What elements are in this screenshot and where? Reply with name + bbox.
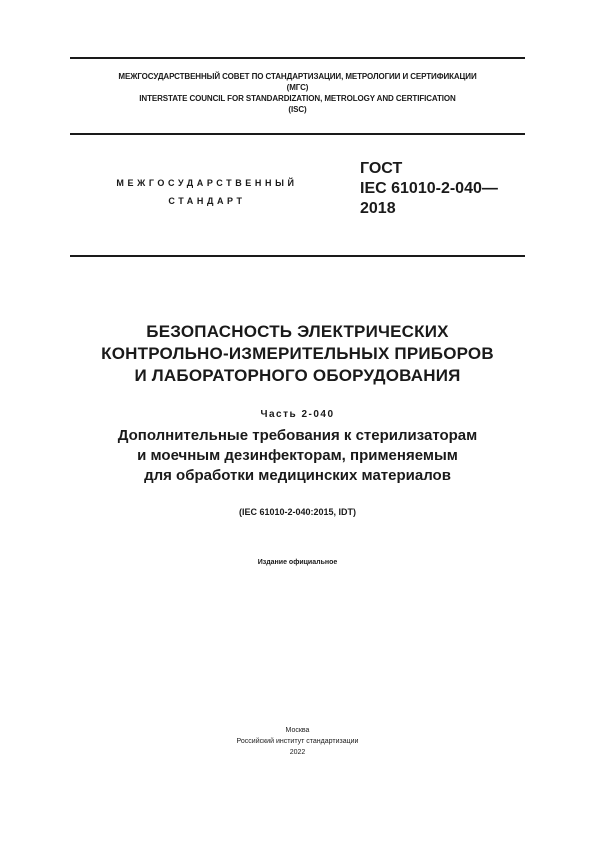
standard-type-line1: МЕЖГОСУДАРСТВЕННЫЙ xyxy=(116,178,298,188)
publisher-year: 2022 xyxy=(289,749,306,756)
publisher-block xyxy=(40,725,555,758)
iec-reference: (IEC 61010-2-040:2015, IDT) xyxy=(238,507,357,517)
top-rule xyxy=(70,57,525,59)
header-rule xyxy=(70,133,525,135)
part-number: Часть 2-040 xyxy=(260,409,335,420)
title-line1: БЕЗОПАСНОСТЬ ЭЛЕКТРИЧЕСКИХ xyxy=(146,322,449,341)
designation-line1: ГОСТ xyxy=(360,160,403,177)
council-abbr-en: (ISC) xyxy=(288,105,307,114)
council-abbr-ru: (МГС) xyxy=(286,83,309,92)
council-name-en: INTERSTATE COUNCIL FOR STANDARDIZATION, METROLOGY AND CERTIFICATION xyxy=(139,94,456,103)
council-header xyxy=(70,71,525,115)
designation-line3: 2018 xyxy=(360,200,396,217)
designation-line2: IEC 61010-2-040— xyxy=(360,180,498,197)
title-line3: И ЛАБОРАТОРНОГО ОБОРУДОВАНИЯ xyxy=(134,366,461,385)
standard-designation xyxy=(360,159,498,219)
publisher-institute: Российский институт стандартизации xyxy=(236,738,359,745)
document-subtitle xyxy=(40,426,555,486)
title-line2: КОНТРОЛЬНО-ИЗМЕРИТЕЛЬНЫХ ПРИБОРОВ xyxy=(101,344,494,363)
subtitle-line3: для обработки медицинских материалов xyxy=(144,467,451,484)
council-name-ru: МЕЖГОСУДАРСТВЕННЫЙ СОВЕТ ПО СТАНДАРТИЗАЦИИ, МЕТРОЛОГИИ И СЕРТИФИКАЦИИ xyxy=(118,72,477,81)
standard-type xyxy=(88,174,326,210)
document-title xyxy=(40,321,555,387)
subtitle-line1: Дополнительные требования к стерилизаторам xyxy=(117,427,478,444)
standard-type-line2: СТАНДАРТ xyxy=(168,196,246,206)
publisher-city: Москва xyxy=(285,727,310,734)
edition-note: Издание официальное xyxy=(257,559,338,566)
subtitle-line2: и моечным дезинфекторам, применяемым xyxy=(137,447,458,464)
designation-rule xyxy=(70,255,525,257)
